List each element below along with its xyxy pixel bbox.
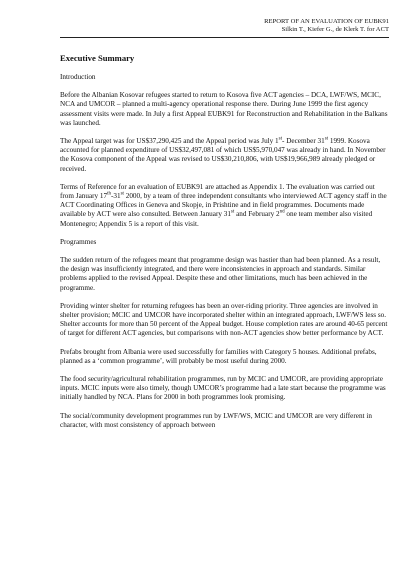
text-span: and February 2 (234, 210, 280, 219)
paragraph-appeal-target (60, 137, 390, 174)
section-title: Executive Summary (60, 53, 135, 63)
text-span: 1999. Kosova accounted for planned expenditure of US$32,497,081 of which US$5,970,047 was already in hand. In November the Kosova component of the Appeal was revised to US$30,210,806, with US$19,966,989 already pledged or received. (60, 137, 386, 173)
paragraph-winter-shelter: Providing winter shelter for returning refugees has been an over-riding priority. Three agencies are involved in shelter provision; MCIC and UMCOR have incorporated shelter within an integrated approach, LWF/WS less so. Shelter accounts for more than 50 percent of the Appeal budget. House completion rates are around 40-65 percent of target for different ACT agencies, but comparisons with non-ACT agencies show better performance by ACT. (60, 301, 388, 338)
programmes-heading: Programmes (60, 237, 97, 246)
text-span: -31 (111, 192, 121, 201)
superscript: st (230, 210, 235, 216)
superscript: st (278, 136, 282, 142)
text-span: one team member also visited Montenegro; Appendix 5 is a report of this visit. (60, 210, 373, 228)
superscript: st (120, 191, 124, 197)
text-span: 2000, by a team of three independent consultants who interviewed ACT agency staff in the ACT Coordinating Offices in Geneva and Skopje, in Prishtine and in field programmes. Documents made available by ACT were also consulted. Between January 31 (60, 192, 387, 219)
superscript: th (107, 191, 111, 197)
text-span: - December 31 (282, 137, 325, 146)
header-authors: Silkin T., Kiefer G., de Klerk T. for ACT (281, 26, 389, 34)
text-span: The Appeal target was for US$37,290,425 and the Appeal period was July 1 (60, 137, 279, 146)
paragraph-terms-of-reference (60, 183, 390, 229)
header-rule (60, 37, 389, 38)
page-header (264, 18, 389, 34)
document-body (60, 53, 390, 439)
paragraph-social-development: The social/community development programmes run by LWF/WS, MCIC and UMCOR are very different in character, with most consistency of approach between (60, 411, 372, 429)
paragraph-prefabs: Prefabs brought from Albania were used successfully for families with Category 5 houses. Additional prefabs, planned as a ‘common programme’, will probably be most useful during 2000. (60, 347, 377, 365)
superscript: nd (279, 210, 285, 216)
paragraph-food-security: The food security/agricultural rehabilitation programmes, run by MCIC and UMCOR, are providing appropriate inputs. MCIC inputs were also timely, though UMCOR’s programme had a late start because the programme was initially handled by NCA. Plans for 2000 in both programmes look promising. (60, 375, 386, 402)
superscript: st (324, 136, 329, 142)
header-report-title: REPORT OF AN EVALUATION OF EUBK91 (264, 18, 389, 25)
introduction-heading: Introduction (60, 73, 96, 81)
text-span: Terms of Reference for an evaluation of EUBK91 are attached as Appendix 1. The evaluation was carried out from January 17 (60, 182, 375, 201)
paragraph-programme-design: The sudden return of the refugees meant that programme design was hastier than had been planned. As a result, the design was insufficiently integrated, and there were inconsistencies in approach and standards. Similar problems applied to the revised Appeal. Despite these and other limitations, much has been achieved in the programme. (60, 256, 381, 292)
paragraph-background: Before the Albanian Kosovar refugees started to return to Kosova five ACT agencies – DCA, LWF/WS, MCIC, NCA and UMCOR – planned a multi-agency operational response there. During June 1999 the first agency assessment visits were made. In July a first Appeal EUBK91 for Reconstruction and Rehabilitation in the Balkans was launched. (60, 91, 388, 127)
